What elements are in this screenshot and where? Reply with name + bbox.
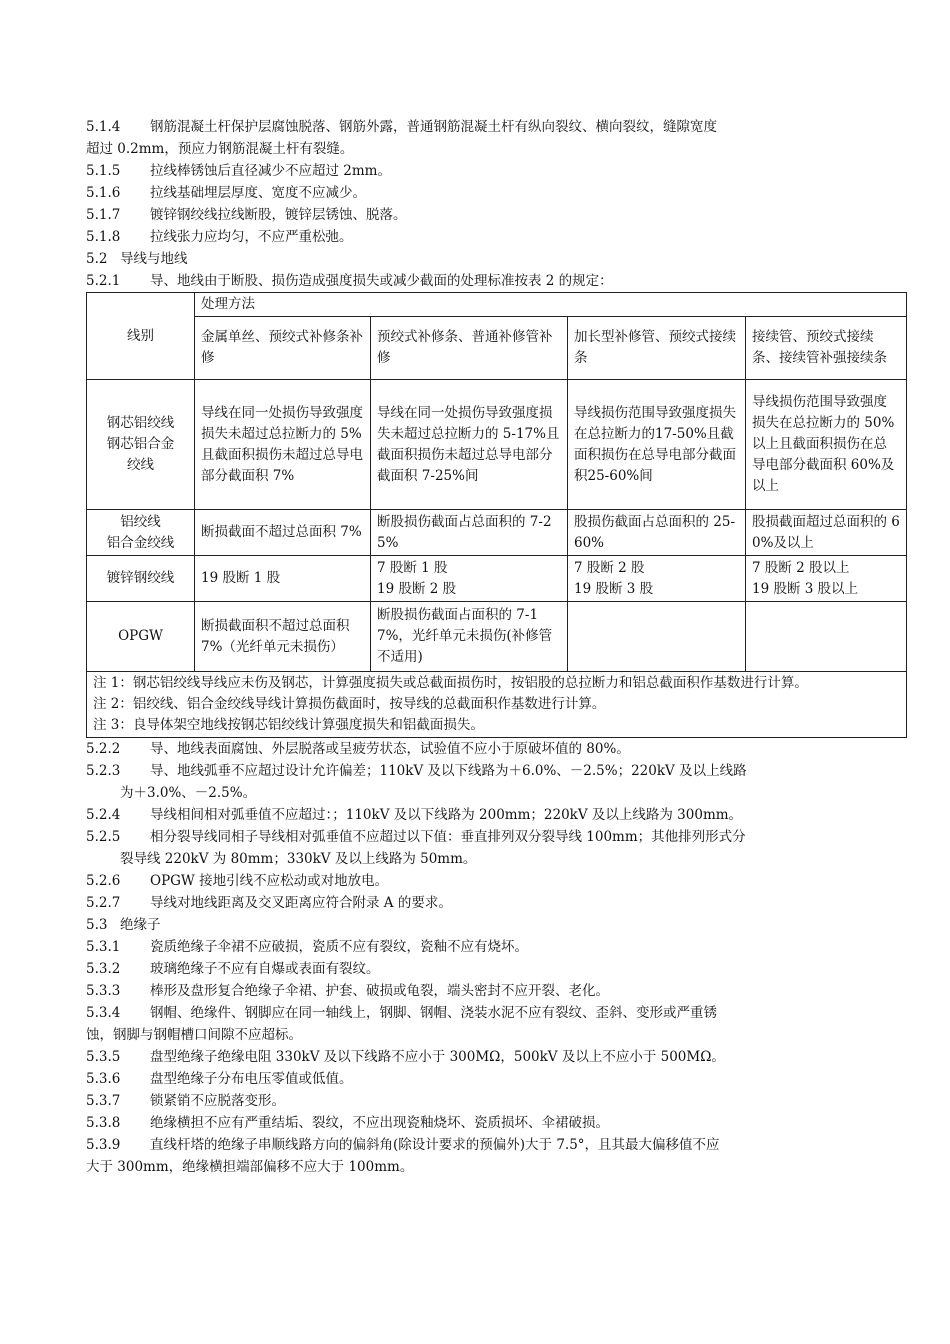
clause-number: 5.3.5	[86, 1049, 121, 1065]
method-4: 接续管、预绞式接续条、接续管补强接续条	[746, 317, 907, 380]
table-cell: 断股损伤截面占总面积的 7-25%	[371, 510, 568, 556]
clause-number: 5.3.7	[86, 1093, 121, 1109]
damage-treatment-table	[86, 292, 907, 738]
clause-paragraph	[86, 804, 906, 826]
section-top	[86, 116, 906, 292]
header-method: 处理方法	[195, 293, 907, 317]
clause-text: 钢筋混凝土杆保护层腐蚀脱落、钢筋外露，普通钢筋混凝土杆有纵向裂纹、横向裂纹，缝隙宽度	[150, 119, 717, 135]
clause-number: 5.1.8	[86, 229, 121, 245]
row-label: OPGW	[87, 602, 195, 672]
table-cell: 股损截面超过总面积的 60%及以上	[746, 510, 907, 556]
clause-continuation: 大于 300mm，绝缘横担端部偏移不应大于 100mm。	[86, 1159, 414, 1175]
table-note: 注 1：钢芯铝绞线导线应未伤及钢芯，计算强度损失或总截面损伤时，按铝股的总拉断力和铝总截面积作基数进行计算。	[93, 675, 808, 691]
clause-number: 5.1.7	[86, 207, 121, 223]
clause-paragraph	[86, 1090, 906, 1112]
table-note: 注 2：铝绞线、铝合金绞线导线计算损伤截面时，按导线的总截面积作基数进行计算。	[93, 696, 606, 712]
table-cell: 断损截面不超过总面积 7%	[195, 510, 371, 556]
clause-number: 5.2.4	[86, 807, 121, 823]
clause-number: 5.2.3	[86, 763, 121, 779]
clause-text: OPGW 接地引线不应松动或对地放电。	[150, 873, 389, 889]
clause-number: 5.3	[86, 917, 108, 933]
clause-number: 5.3.2	[86, 961, 121, 977]
clause-text: 拉线棒锈蚀后直径减少不应超过 2mm。	[150, 163, 391, 179]
clause-paragraph	[86, 1112, 906, 1134]
clause-paragraph	[86, 826, 906, 848]
clause-number: 5.2.6	[86, 873, 121, 889]
table-cell: 断股损伤截面占面积的 7-17%，光纤单元未损伤(补修管不适用)	[371, 602, 568, 672]
clause-continuation: 裂导线 220kV 为 80mm；330kV 及以上线路为 50mm。	[120, 851, 477, 867]
method-3: 加长型补修管、预绞式接续条	[568, 317, 746, 380]
clause-text: 镀锌钢绞线拉线断股，镀锌层锈蚀、脱落。	[150, 207, 407, 223]
clause-number: 5.2.1	[86, 273, 121, 289]
clause-number: 5.1.4	[86, 119, 121, 135]
clause-continuation: 超过 0.2mm，预应力钢筋混凝土杆有裂缝。	[86, 141, 354, 157]
clause-continuation: 蚀，钢脚与钢帽槽口间隙不应超标。	[86, 1027, 302, 1043]
clause-paragraph	[86, 1134, 906, 1156]
clause-paragraph	[86, 226, 906, 248]
clause-paragraph	[86, 958, 906, 980]
clause-text: 盘型绝缘子绝缘电阻 330kV 及以下线路不应小于 300MΩ，500kV 及以上不应小于 500MΩ。	[150, 1049, 725, 1065]
table-cell: 导线在同一处损伤导致强度损失未超过总拉断力的 5%且截面积损伤未超过总导电部分截面积 7%	[195, 380, 371, 510]
clause-paragraph	[86, 760, 906, 782]
table-row	[87, 602, 907, 672]
clause-paragraph	[86, 870, 906, 892]
clause-text: 钢帽、绝缘件、钢脚应在同一轴线上，钢脚、钢帽、浇装水泥不应有裂纹、歪斜、变形或严重锈	[150, 1005, 717, 1021]
table-cell: 导线损伤范围导致强度损失在总拉断力的 50%以上且截面积损伤在总导电部分截面积 60%及以上	[746, 380, 907, 510]
clause-paragraph	[86, 248, 906, 270]
clause-text: 锁紧销不应脱落变形。	[150, 1093, 285, 1109]
clause-text: 绝缘子	[120, 917, 161, 933]
document-page	[86, 116, 906, 1178]
clause-text: 棒形及盘形复合绝缘子伞裙、护套、破损或龟裂，端头密封不应开裂、老化。	[150, 983, 609, 999]
clause-text: 玻璃绝缘子不应有自爆或表面有裂纹。	[150, 961, 380, 977]
clause-paragraph	[86, 270, 906, 292]
table-row	[87, 510, 907, 556]
clause-number: 5.3.8	[86, 1115, 121, 1131]
table-cell: 7 股断 1 股 19 股断 2 股	[371, 556, 568, 602]
clause-text: 导、地线表面腐蚀、外层脱落或呈疲劳状态，试验值不应小于原破坏值的 80%。	[150, 741, 630, 757]
row-label: 铝绞线 铝合金绞线	[87, 510, 195, 556]
clause-number: 5.2	[86, 251, 108, 267]
clause-number: 5.3.4	[86, 1005, 121, 1021]
clause-text: 瓷质绝缘子伞裙不应破损，瓷质不应有裂纹，瓷釉不应有烧坏。	[150, 939, 528, 955]
clause-number: 5.1.5	[86, 163, 121, 179]
table-cell: 断损截面积不超过总面积 7%（光纤单元未损伤）	[195, 602, 371, 672]
clause-paragraph	[86, 116, 906, 138]
clause-paragraph	[86, 738, 906, 760]
clause-text: 绝缘横担不应有严重结垢、裂纹，不应出现瓷釉烧坏、瓷质损坏、伞裙破损。	[150, 1115, 609, 1131]
row-label: 镀锌钢绞线	[87, 556, 195, 602]
clause-continuation: 为＋3.0%、－2.5%。	[120, 785, 257, 801]
clause-paragraph	[86, 980, 906, 1002]
clause-paragraph	[86, 204, 906, 226]
clause-number: 5.2.7	[86, 895, 121, 911]
table-cell: 7 股断 2 股 19 股断 3 股	[568, 556, 746, 602]
clause-paragraph	[86, 1046, 906, 1068]
clause-text: 拉线张力应均匀，不应严重松弛。	[150, 229, 353, 245]
clause-number: 5.2.5	[86, 829, 121, 845]
table-cell: 导线在同一处损伤导致强度损失未超过总拉断力的 5-17%且截面积损伤未超过总导电部分截面积 7-25%间	[371, 380, 568, 510]
clause-number: 5.3.1	[86, 939, 121, 955]
clause-number: 5.1.6	[86, 185, 121, 201]
clause-text: 相分裂导线同相子导线相对弧垂值不应超过以下值：垂直排列双分裂导线 100mm；其他排列形式分	[150, 829, 746, 845]
method-1: 金属单丝、预绞式补修条补修	[195, 317, 371, 380]
table-cell: 7 股断 2 股以上 19 股断 3 股以上	[746, 556, 907, 602]
clause-number: 5.3.6	[86, 1071, 121, 1087]
table-cell: 19 股断 1 股	[195, 556, 371, 602]
section-bottom	[86, 738, 906, 1178]
clause-paragraph	[86, 182, 906, 204]
clause-text: 拉线基础埋层厚度、宽度不应减少。	[150, 185, 366, 201]
clause-text: 导线与地线	[120, 251, 188, 267]
clause-paragraph	[86, 914, 906, 936]
clause-paragraph	[86, 1068, 906, 1090]
row-label: 钢芯铝绞线 钢芯铝合金 绞线	[87, 380, 195, 510]
clause-number: 5.2.2	[86, 741, 121, 757]
table-notes	[87, 672, 907, 738]
clause-paragraph	[86, 1002, 906, 1024]
table-cell	[746, 602, 907, 672]
clause-number: 5.3.3	[86, 983, 121, 999]
table-row	[87, 380, 907, 510]
table-row	[87, 556, 907, 602]
table-cell	[568, 602, 746, 672]
clause-text: 导线相间相对弧垂值不应超过：；110kV 及以下线路为 200mm；220kV 及以上线路为 300mm。	[150, 807, 743, 823]
clause-paragraph	[86, 160, 906, 182]
clause-text: 导、地线弧垂不应超过设计允许偏差；110kV 及以下线路为＋6.0%、－2.5%；220kV 及以上线路	[150, 763, 747, 779]
clause-paragraph	[86, 936, 906, 958]
clause-text: 直线杆塔的绝缘子串顺线路方向的偏斜角(除设计要求的预偏外)大于 7.5°，且其最大偏移值不应	[150, 1137, 720, 1153]
clause-paragraph	[86, 892, 906, 914]
clause-text: 导、地线由于断股、损伤造成强度损失或减少截面的处理标准按表 2 的规定：	[150, 273, 613, 289]
clause-number: 5.3.9	[86, 1137, 121, 1153]
header-line-type: 线别	[87, 293, 195, 380]
table-cell: 导线损伤范围导致强度损失在总拉断力的17-50%且截面积损伤在总导电部分截面积25-60%间	[568, 380, 746, 510]
table-cell: 股损伤截面占总面积的 25-60%	[568, 510, 746, 556]
clause-text: 导线对地线距离及交叉距离应符合附录 A 的要求。	[150, 895, 452, 911]
table-note: 注 3：良导体架空地线按钢芯铝绞线计算强度损失和铝截面损失。	[93, 717, 484, 733]
clause-text: 盘型绝缘子分布电压零值或低值。	[150, 1071, 353, 1087]
method-2: 预绞式补修条、普通补修管补修	[371, 317, 568, 380]
table-notes-row	[87, 672, 907, 738]
